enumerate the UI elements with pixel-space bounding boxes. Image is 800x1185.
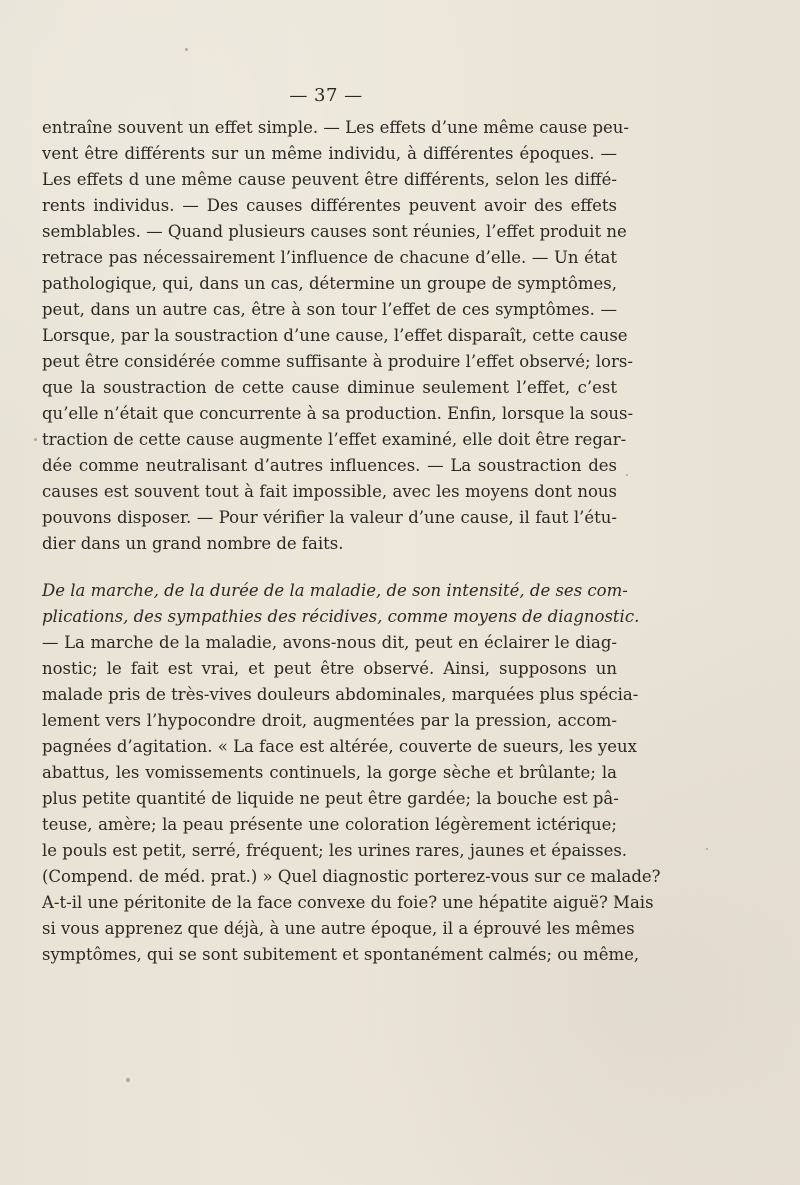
text-line: plus petite quantité de liquide ne peut être gardée; la bouche est pâ- (42, 789, 619, 808)
text-line: plications, des sympathies des récidives, comme moyens de diagnostic. (42, 607, 640, 626)
page-number: — 37 — (289, 85, 363, 106)
text-line: dier dans un grand nombre de faits. (42, 534, 344, 553)
text-line: Les effets d une même cause peuvent être différents, selon les diffé- (42, 170, 617, 189)
text-line: qu’elle n’était que concurrente à sa production. Enfin, lorsque la sous- (42, 404, 634, 423)
ink-speck (626, 474, 628, 476)
ink-speck (185, 48, 188, 51)
ink-speck (706, 848, 708, 850)
text-line: dée comme neutralisant d’autres influences. — La soustraction des (42, 456, 617, 475)
text-line: lement vers l’hypocondre droit, augmentées par la pression, accom- (42, 711, 617, 730)
text-line: pathologique, qui, dans un cas, détermine un groupe de symptômes, (42, 274, 617, 293)
text-line: De la marche, de la durée de la maladie, de son intensité, de ses com- (42, 581, 628, 600)
text-line: si vous apprenez que déjà, à une autre époque, il a éprouvé les mêmes (42, 919, 635, 938)
text-line: teuse, amère; la peau présente une coloration légèrement ictérique; (42, 815, 617, 834)
text-line: peut être considérée comme suffisante à produire l’effet observé; lors- (42, 352, 633, 371)
text-line: que la soustraction de cette cause diminue seulement l’effet, c’est (42, 378, 617, 397)
text-line: pouvons disposer. — Pour vérifier la valeur d’une cause, il faut l’étu- (42, 508, 617, 527)
text-line: — La marche de la maladie, avons-nous dit, peut en éclairer le diag- (42, 633, 617, 652)
text-line: rents individus. — Des causes différentes peuvent avoir des effets (42, 196, 617, 215)
text-line: peut, dans un autre cas, être à son tour l’effet de ces symptômes. — (42, 300, 617, 319)
text-line: symptômes, qui se sont subitement et spontanément calmés; ou même, (42, 945, 640, 964)
ink-speck (126, 1078, 130, 1082)
ink-speck (34, 438, 37, 441)
text-line: abattus, les vomissements continuels, la gorge sèche et brûlante; la (42, 763, 617, 782)
text-line: entraîne souvent un effet simple. — Les effets d’une même cause peu- (42, 118, 630, 137)
text-line: le pouls est petit, serré, fréquent; les urines rares, jaunes et épaisses. (42, 841, 628, 860)
text-line: causes est souvent tout à fait impossible, avec les moyens dont nous (42, 482, 617, 501)
text-line: A-t-il une péritonite de la face convexe du foie? une hépatite aiguë? Mais (42, 893, 654, 912)
text-line: malade pris de très-vives douleurs abdominales, marquées plus spécia- (42, 685, 639, 704)
text-line: retrace pas nécessairement l’influence de chacune d’elle. — Un état (42, 248, 617, 267)
text-line: vent être différents sur un même individu, à différentes époques. — (42, 144, 617, 163)
text-line: pagnées d’agitation. « La face est altérée, couverte de sueurs, les yeux (42, 737, 637, 756)
text-line: nostic; le fait est vrai, et peut être observé. Ainsi, supposons un (42, 659, 617, 678)
text-line: traction de cette cause augmente l’effet examiné, elle doit être regar- (42, 430, 627, 449)
text-line: Lorsque, par la soustraction d’une cause, l’effet disparaît, cette cause (42, 326, 628, 345)
text-line: (Compend. de méd. prat.) » Quel diagnostic porterez-vous sur ce malade? (42, 867, 661, 886)
text-line: semblables. — Quand plusieurs causes sont réunies, l’effet produit ne (42, 222, 627, 241)
